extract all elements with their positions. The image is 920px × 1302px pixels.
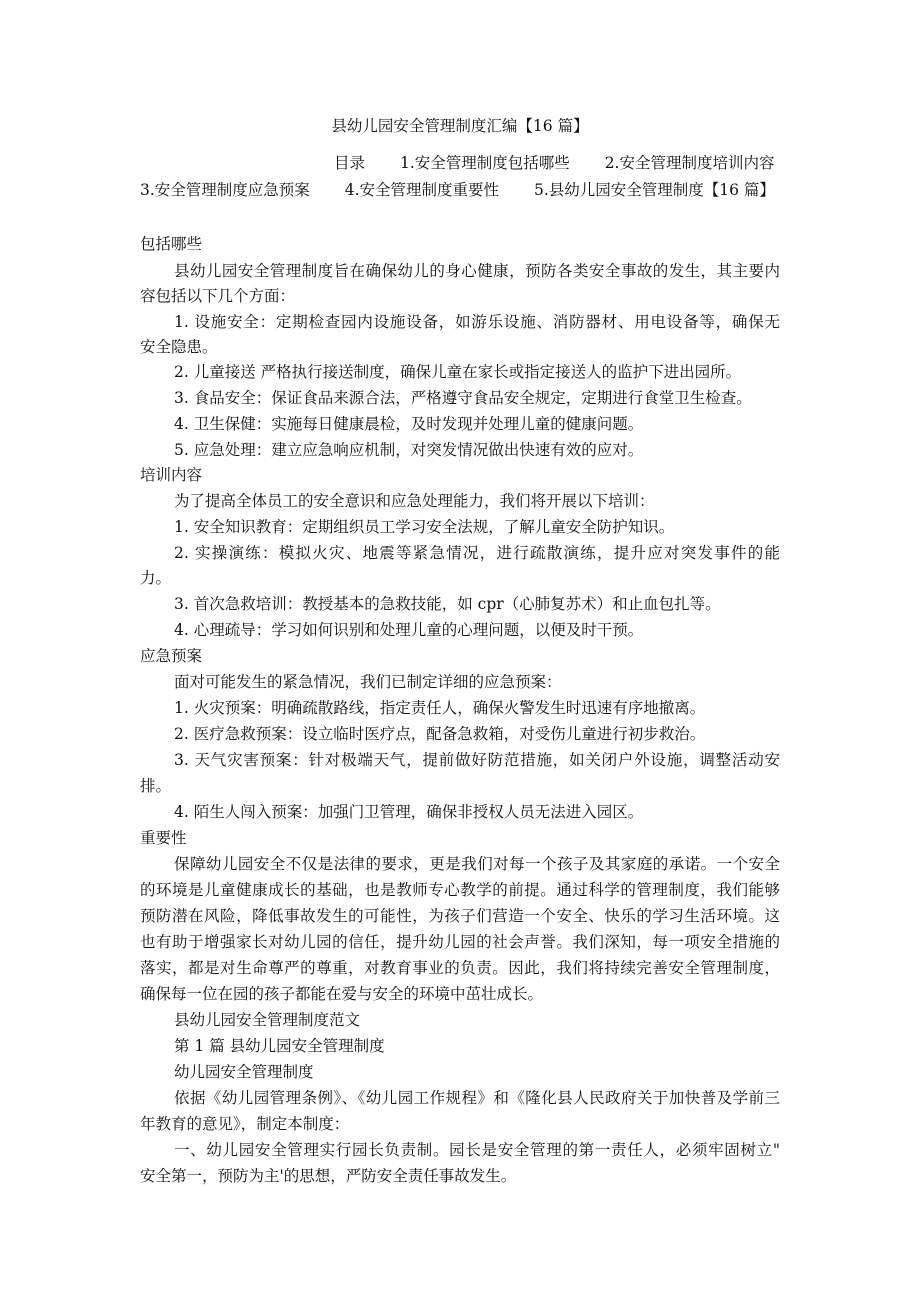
paragraph-line: 依据《幼儿园管理条例》、《幼儿园工作规程》和《隆化县人民政府关于加快普及学前三 [174,1089,780,1107]
list-item-continuation: 安全隐患。 [140,338,218,356]
paragraph-line: 预防潜在风险，降低事故发生的可能性，为孩子们营造一个安全、快乐的学习生活环境。这 [140,907,780,925]
article-title: 第 1 篇 县幼儿园安全管理制度 [174,1037,385,1055]
table-of-contents-line-2 [140,179,775,201]
toc-item[interactable]: 1.安全管理制度包括哪些 [399,154,570,172]
paragraph-line: 县幼儿园安全管理制度旨在确保幼儿的身心健康，预防各类安全事故的发生，其主要内 [174,262,780,280]
section-heading: 培训内容 [140,466,203,484]
paragraph-line: 落实，都是对生命尊严的尊重，对教育事业的负责。因此，我们将持续完善安全管理制度， [140,959,780,977]
list-item: 2. 实操演练：模拟火灾、地震等紧急情况，进行疏散演练，提升应对突发事件的能 [174,544,780,562]
list-item: 5. 应急处理：建立应急响应机制，对突发情况做出快速有效的应对。 [174,441,644,459]
list-item: 2. 儿童接送 严格执行接送制度，确保儿童在家长或指定接送人的监护下进出园所。 [174,363,742,381]
section-heading: 县幼儿园安全管理制度范文 [174,1011,361,1029]
list-item: 2. 医疗急救预案：设立临时医疗点，配备急救箱，对受伤儿童进行初步救治。 [174,725,706,743]
list-item: 1. 火灾预案：明确疏散路线，指定责任人，确保火警发生时迅速有序地撤离。 [174,699,706,717]
toc-item[interactable]: 2.安全管理制度培训内容 [604,154,775,172]
list-item: 3. 首次急救培训：教授基本的急救技能，如 cpr（心肺复苏术）和止血包扎等。 [174,595,721,613]
paragraph-line: 保障幼儿园安全不仅是法律的要求，更是我们对每一个孩子及其家庭的承诺。一个安全 [174,855,780,873]
paragraph-line: 容包括以下几个方面： [140,287,296,305]
paragraph-line: 面对可能发生的紧急情况，我们已制定详细的应急预案： [174,673,562,691]
article-subtitle: 幼儿园安全管理制度 [174,1063,314,1081]
list-item: 1. 设施安全：定期检查园内设施设备，如游乐设施、消防器材、用电设备等，确保无 [174,313,780,331]
section-heading: 重要性 [140,829,187,847]
paragraph-line: 也有助于增强家长对幼儿园的信任，提升幼儿园的社会声誉。我们深知，每一项安全措施的 [140,933,780,951]
paragraph-line: 安全第一，预防为主'的思想，严防安全责任事故发生。 [140,1167,517,1185]
list-item-continuation: 排。 [140,777,172,795]
list-item: 3. 食品安全：保证食品来源合法，严格遵守食品安全规定，定期进行食堂卫生检查。 [174,389,752,407]
paragraph-line: 年教育的意见》，制定本制度： [140,1115,350,1133]
paragraph-line: 为了提高全体员工的安全意识和应急处理能力，我们将开展以下培训： [174,492,655,510]
document-title: 县幼儿园安全管理制度汇编【16 篇】 [331,117,589,135]
toc-item[interactable]: 5.县幼儿园安全管理制度【16 篇】 [533,181,775,199]
paragraph-line: 确保每一位在园的孩子都能在爱与安全的环境中茁壮成长。 [140,985,544,1003]
list-item: 3. 天气灾害预案：针对极端天气，提前做好防范措施，如关闭户外设施，调整活动安 [174,751,780,769]
list-item: 4. 心理疏导：学习如何识别和处理儿童的心理问题，以便及时干预。 [174,621,644,639]
list-item: 1. 安全知识教育：定期组织员工学习安全法规，了解儿童安全防护知识。 [174,518,675,536]
paragraph-line: 的环境是儿童健康成长的基础，也是教师专心教学的前提。通过科学的管理制度，我们能够 [140,881,780,899]
section-heading: 应急预案 [140,647,203,665]
list-item-continuation: 力。 [140,569,172,587]
toc-item[interactable]: 4.安全管理制度重要性 [344,181,500,199]
toc-item[interactable]: 3.安全管理制度应急预案 [140,181,310,199]
paragraph-line: 一、幼儿园安全管理实行园长负责制。园长是安全管理的第一责任人，必须牢固树立" [174,1141,780,1159]
table-of-contents-line-1 [334,152,774,174]
section-heading: 包括哪些 [140,235,203,253]
list-item: 4. 陌生人闯入预案：加强门卫管理，确保非授权人员无法进入园区。 [174,803,644,821]
list-item: 4. 卫生保健：实施每日健康晨检，及时发现并处理儿童的健康问题。 [174,415,644,433]
toc-label: 目录 [334,154,366,172]
